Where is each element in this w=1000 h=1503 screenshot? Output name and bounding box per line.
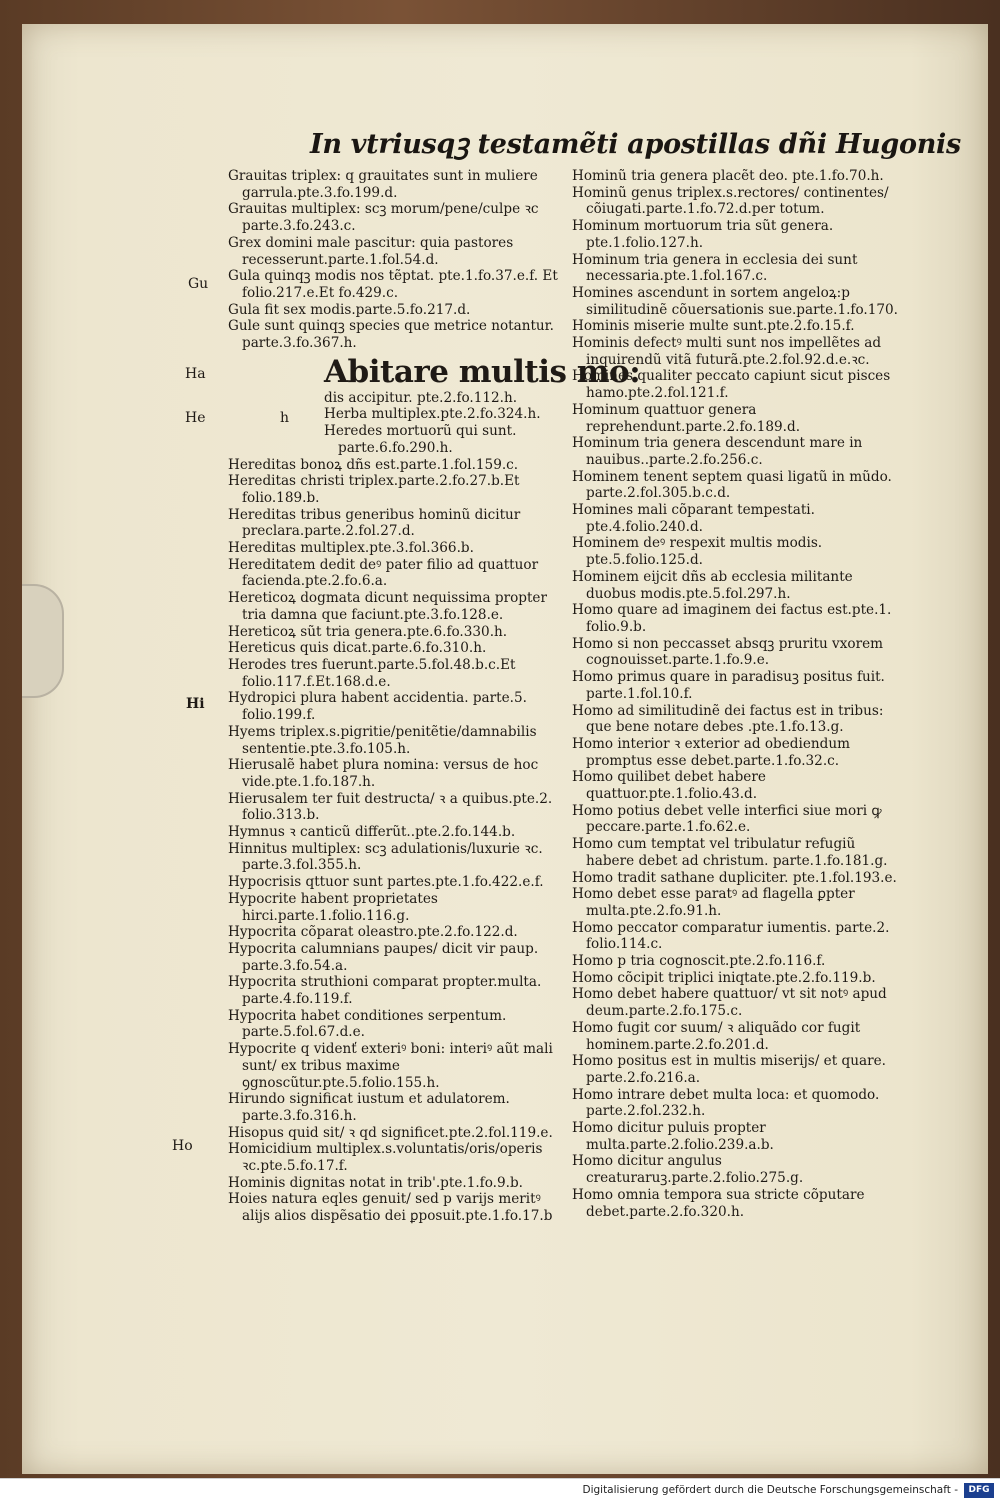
index-entry: Herodes tres fuerunt.parte.5.fol.48.b.c.Et folio.117.f.Et.168.d.e. (228, 656, 516, 690)
right-entries (572, 168, 902, 1220)
right-column (572, 168, 902, 1220)
index-entry: Gula fit sex modis.parte.5.fo.217.d. (228, 301, 471, 318)
index-entry: Homo quilibet debet habere quattuor.pte.1.folio.43.d. (572, 769, 766, 803)
index-entry: Hereditas christi triplex.parte.2.fo.27.b.Et folio.189.b. (228, 473, 520, 506)
index-entry: Homo ad similitudinẽ dei factus est in tribus: que bene notare debes .pte.1.fo.13.g. (572, 702, 884, 736)
left-column (228, 168, 641, 1225)
index-entry: Grauitas multiplex: scꝫ morum/pene/culpe ꝛc parte.3.fo.243.c. (228, 201, 539, 235)
index-entry: Hypocrite habent proprietates hirci.parte.1.folio.116.g. (228, 890, 438, 924)
index-entry: Hominum tria genera in ecclesia dei sunt necessaria.pte.1.fol.167.c. (572, 251, 858, 285)
index-entry: Hoies natura eqles genuit/ sed p varijs meritꝰ alijs alios dispẽsatio dei ꝑposuit.pte.1.fo.17.b (228, 1191, 553, 1225)
index-entry: Hominum tria genera descendunt mare in nauibus..parte.2.fo.256.c. (572, 435, 863, 468)
index-entry: Hominem tenent septem quasi ligatũ in mũdo. parte.2.fol.305.b.c.d. (572, 468, 892, 502)
index-entry: Hierusalem ter fuit destructa/ ꝛ a quibus.pte.2. folio.313.b. (228, 790, 553, 824)
index-entry: Homo dicitur angulus creaturaruꝫ.parte.2.folio.275.g. (572, 1153, 804, 1187)
index-entry: Hereticus quis dicat.parte.6.fo.310.h. (228, 640, 487, 657)
index-entry: Hymnus ꝛ canticũ differũt..pte.2.fo.144.b. (228, 824, 516, 841)
index-entry: Hereditas multiplex.pte.3.fol.366.b. (228, 540, 474, 557)
index-entry: Hominum quattuor genera reprehendunt.parte.2.fo.189.d. (572, 401, 801, 435)
index-entry: Homines mali cõparant tempestati. pte.4.folio.240.d. (572, 502, 815, 535)
index-entry: Herba multiplex.pte.2.fo.324.h. (324, 406, 541, 423)
index-entry: Homo si non peccasset absqꝫ pruritu vxorem cognouisset.parte.1.fo.9.e. (572, 635, 884, 669)
index-entry: Hereditas bonoꝝ dñs est.parte.1.fol.159.c. (228, 456, 519, 473)
index-entry: Homo interior ꝛ exterior ad obediendum promptus esse debet.parte.1.fo.32.c. (572, 735, 850, 769)
index-entry: Hypocrisis qttuor sunt partes.pte.1.fo.422.e.f. (228, 874, 544, 891)
index-entry: Gule sunt quinqꝫ species que metrice notantur. parte.3.fo.367.h. (228, 318, 555, 352)
index-entry: Homo p tria cognoscit.pte.2.fo.116.f. (572, 953, 826, 970)
margin-letter-ha: Ha (185, 366, 206, 382)
index-entry: Homo primus quare in paradisuꝫ positus fuit. parte.1.fol.10.f. (572, 669, 885, 702)
index-entry: Hypocrita calumnians paupes/ dicit vir paup. parte.3.fo.54.a. (228, 940, 539, 974)
index-entry: Homo dicitur puluis propter multa.parte.2.folio.239.a.b. (572, 1120, 774, 1153)
index-entry: Hierusalẽ habet plura nomina: versus de hoc vide.pte.1.fo.187.h. (228, 757, 539, 790)
footer-credit: Digitalisierung gefördert durch die Deutsche Forschungsgemeinschaft - (582, 1484, 958, 1496)
margin-letter-hi: Hi (186, 696, 205, 712)
index-entry: Homo potius debet velle interfici siue mori ꝙ peccare.parte.1.fo.62.e. (572, 802, 882, 836)
margin-letter-h: h (280, 410, 290, 426)
index-entry: dis accipitur. pte.2.fo.112.h. (324, 389, 518, 406)
index-entry: Homo debet habere quattuor/ vt sit notꝰ apud deum.parte.2.fo.175.c. (572, 986, 887, 1020)
index-entry: Hominum mortuorum tria sũt genera. pte.1.folio.127.h. (572, 218, 834, 251)
index-entry: Hinnitus multiplex: scꝫ adulationis/luxurie ꝛc. parte.3.fol.355.h. (228, 840, 543, 874)
running-title: In vtriusqꝫ testamẽti apostillas dñi Hugonis (310, 129, 961, 160)
index-entry: Hominis dignitas notat in trib'.pte.1.fo.9.b. (228, 1174, 523, 1191)
margin-letter-ho: Ho (172, 1138, 193, 1154)
index-entry: Hypocrita habet conditiones serpentum. parte.5.fol.67.d.e. (228, 1007, 507, 1041)
index-entry: Hyems triplex.s.pigritie/penitẽtie/damnabilis sententie.pte.3.fo.105.h. (228, 723, 537, 757)
index-entry: Hereticoꝝ dogmata dicunt nequissima propter tria damna que faciunt.pte.3.fo.128.e. (228, 590, 547, 623)
index-entry: Hominem deꝰ respexit multis modis. pte.5.folio.125.d. (572, 535, 823, 569)
index-entry: Gula quinqꝫ modis nos tẽptat. pte.1.fo.37.e.f. Et folio.217.e.Et fo.429.c. (228, 268, 558, 301)
index-entry: Hypocrita cõparat oleastro.pte.2.fo.122.d. (228, 924, 518, 941)
index-entry: Hominis defectꝰ multi sunt nos impellẽtes ad inquirendũ vitã futurã.pte.2.fol.92.d.e.ꝛc. (572, 335, 882, 368)
index-entry: Hominũ genus triplex.s.rectores/ continentes/ cõiugati.parte.1.fo.72.d.per totum. (572, 184, 889, 218)
index-entry: Hominis miserie multe sunt.pte.2.fo.15.f. (572, 318, 855, 335)
left-entries-indented (324, 390, 560, 457)
index-entry: Grauitas triplex: q grauitates sunt in muliere garrula.pte.3.fo.199.d. (228, 168, 538, 201)
index-entry: Homo omnia tempora sua stricte cõputare debet.parte.2.fo.320.h. (572, 1186, 865, 1220)
margin-letter-he: He (185, 410, 206, 426)
index-entry: Homo positus est in multis miserijs/ et quare. parte.2.fo.216.a. (572, 1053, 886, 1086)
index-entry: Homicidium multiplex.s.voluntatis/oris/operis ꝛc.pte.5.fo.17.f. (228, 1141, 543, 1175)
index-entry: Hominem eijcit dñs ab ecclesia militante duobus modis.pte.5.fol.297.h. (572, 568, 853, 602)
index-entry: Hisopus quid sit/ ꝛ qd significet.pte.2.fol.119.e. (228, 1124, 553, 1141)
left-entries-bottom (228, 457, 560, 1225)
index-entry: Homo debet esse paratꝰ ad flagella ꝑpter multa.pte.2.fo.91.h. (572, 886, 855, 919)
index-entry: Hydropici plura habent accidentia. parte.5. folio.199.f. (228, 690, 527, 724)
footer-bar (0, 1478, 1000, 1503)
index-entry: Homo quare ad imaginem dei factus est.pte.1. folio.9.b. (572, 602, 892, 635)
index-entry: Homo tradit sathane dupliciter. pte.1.fol.193.e. (572, 869, 897, 886)
index-entry: Homines ascendunt in sortem angeloꝝ:p similitudinẽ cõuersationis sue.parte.1.fo.170. (572, 284, 898, 318)
index-entry: Hypocrite q videnť exteriꝰ boni: interiꝰ aũt mali sunt/ ex tribus maxime ꝯgnoscũtur.pte.5.folio.155.h. (228, 1041, 553, 1091)
index-entry: Homo peccator comparatur iumentis. parte.2. folio.114.c. (572, 919, 890, 953)
index-entry: Hereticoꝝ sũt tria genera.pte.6.fo.330.h. (228, 623, 508, 640)
index-entry: Hereditas tribus generibus hominũ dicitur preclara.parte.2.fol.27.d. (228, 506, 521, 540)
big-heading: Abitare multis mo: (324, 353, 641, 390)
index-entry: Grex domini male pascitur: quia pastores recesserunt.parte.1.fol.54.d. (228, 234, 514, 268)
index-entry: Homo intrare debet multa loca: et quomodo. parte.2.fol.232.h. (572, 1086, 880, 1120)
clasp-strap (22, 584, 64, 698)
index-entry: Homo fugit cor suum/ ꝛ aliquãdo cor fugit hominem.parte.2.fo.201.d. (572, 1019, 861, 1053)
left-entries-top (228, 168, 560, 352)
index-entry: Homo cum temptat vel tribulatur refugiũ habere debet ad christum. parte.1.fo.181.g. (572, 836, 888, 869)
index-entry: Hominũ tria genera placẽt deo. pte.1.fo.70.h. (572, 168, 884, 184)
dfg-logo: DFG (964, 1483, 994, 1498)
index-entry: Homines qualiter peccato capiunt sicut pisces hamo.pte.2.fol.121.f. (572, 368, 891, 402)
index-entry: Homo cõcipit triplici iniqtate.pte.2.fo.119.b. (572, 969, 876, 986)
index-entry: Heredes mortuorũ qui sunt. parte.6.fo.290.h. (324, 423, 517, 456)
index-entry: Hirundo significat iustum et adulatorem. parte.3.fo.316.h. (228, 1091, 510, 1124)
index-entry: Hypocrita struthioni comparat propter.multa. parte.4.fo.119.f. (228, 974, 542, 1008)
margin-letter-gu: Gu (188, 276, 209, 292)
index-entry: Hereditatem dedit deꝰ pater filio ad quattuor facienda.pte.2.fo.6.a. (228, 556, 539, 590)
